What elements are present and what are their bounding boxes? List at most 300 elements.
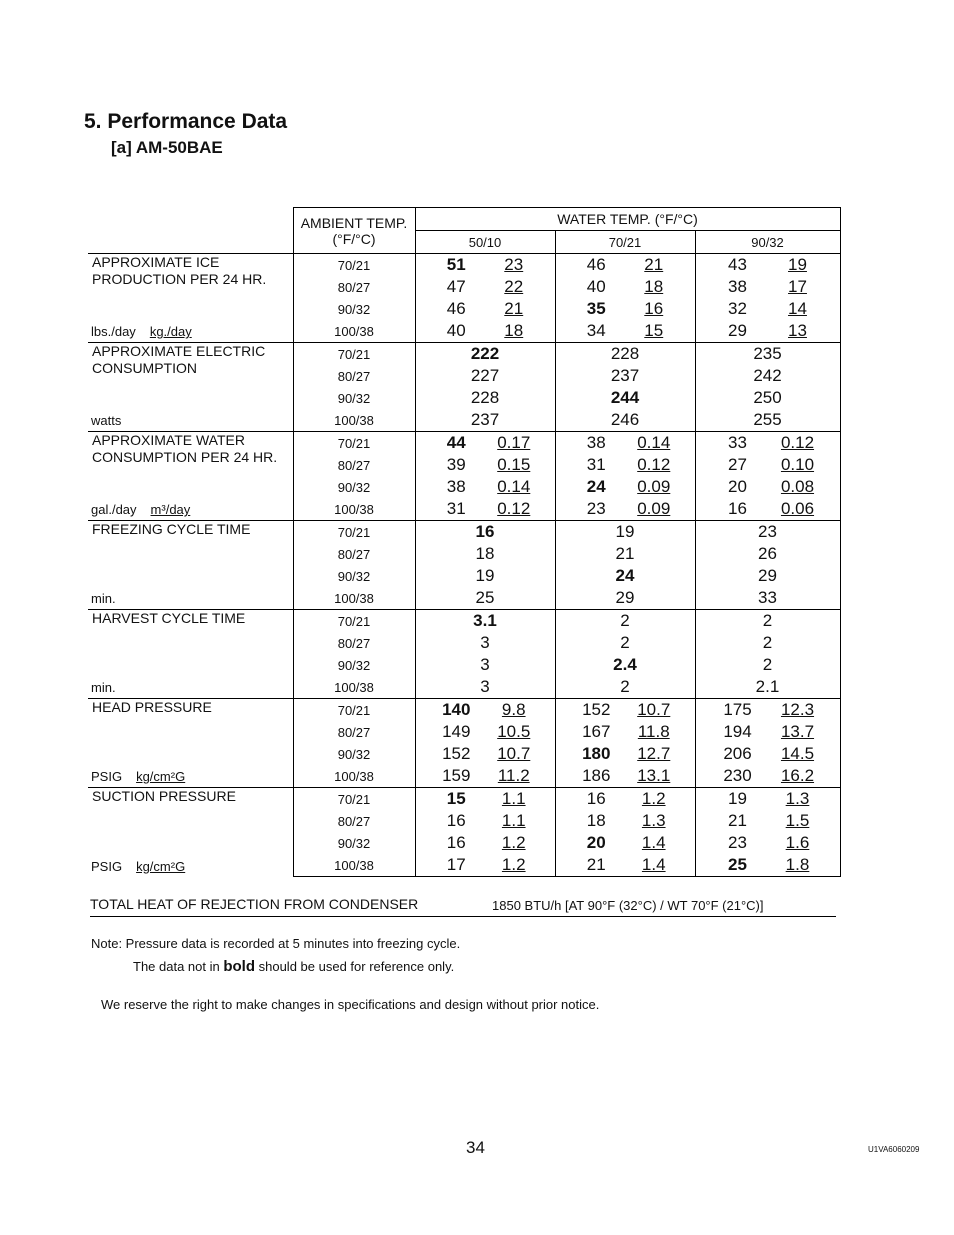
- row-group-label: [88, 254, 293, 343]
- value-pair: [696, 633, 840, 653]
- ambient-temp-cell: 70/21: [293, 610, 415, 633]
- heat-rejection-value: 1850 BTU/h [AT 90°F (32°C) / WT 70°F (21°C)]: [492, 898, 764, 913]
- value-pair: [556, 455, 695, 475]
- metric-value: 1.2: [501, 833, 526, 852]
- value-cell: [415, 476, 555, 498]
- metric-value: 19: [788, 255, 807, 274]
- value-cell: [415, 387, 555, 409]
- value-pair: [696, 789, 840, 809]
- metric-value: 10.5: [497, 722, 531, 741]
- metric-value: 17: [788, 277, 807, 296]
- value-cell: [415, 699, 555, 722]
- imperial-value: 21: [586, 855, 606, 874]
- value-cell: [415, 409, 555, 432]
- ambient-temp-cell: 80/27: [293, 721, 415, 743]
- imperial-value: 230: [723, 766, 752, 785]
- imperial-value: 20: [728, 477, 747, 496]
- value-cell: [695, 587, 840, 610]
- heat-rejection-row: [90, 896, 836, 917]
- value-pair: [696, 433, 840, 453]
- value-cell: [415, 610, 555, 633]
- section-title: 5. Performance Data: [84, 110, 288, 133]
- value-pair: [416, 366, 555, 386]
- ambient-temp-cell: 100/38: [293, 854, 415, 877]
- value-pair: [696, 388, 840, 408]
- value-pair: [416, 700, 555, 720]
- group-unit: [91, 768, 185, 785]
- water-temp-label: WATER TEMP. (°F/°C): [557, 211, 698, 227]
- value-pair: [696, 477, 840, 497]
- ambient-temp-cell: 100/38: [293, 320, 415, 343]
- ambient-temp-cell: 80/27: [293, 365, 415, 387]
- imperial-value: 16: [728, 499, 747, 518]
- heat-rejection-label: TOTAL HEAT OF REJECTION FROM CONDENSER: [90, 896, 419, 912]
- imperial-value: 237: [470, 410, 500, 429]
- imperial-value: 152: [582, 700, 611, 719]
- value-pair: [416, 677, 555, 697]
- metric-value: 1.4: [641, 833, 666, 852]
- value-cell: [415, 432, 555, 455]
- value-pair: [416, 499, 555, 519]
- imperial-value: 3: [480, 677, 490, 696]
- value-pair: [696, 366, 840, 386]
- metric-value: 0.09: [637, 477, 671, 496]
- group-label-text: APPROXIMATE ICE PRODUCTION PER 24 HR.: [92, 254, 267, 287]
- value-cell: [695, 320, 840, 343]
- metric-value: 0.09: [637, 499, 671, 518]
- imperial-value: 16: [446, 833, 466, 852]
- value-cell: [695, 654, 840, 676]
- imperial-value: 46: [586, 255, 606, 274]
- group-label-text: SUCTION PRESSURE: [92, 788, 236, 804]
- metric-value: 21: [504, 299, 524, 318]
- ambient-temp-cell: 90/32: [293, 832, 415, 854]
- value-cell: [415, 498, 555, 521]
- value-cell: [695, 454, 840, 476]
- value-pair: [416, 766, 555, 786]
- metric-value: 13.7: [780, 722, 815, 741]
- table-row: [88, 254, 840, 277]
- metric-value: 18: [504, 321, 524, 340]
- value-pair: [416, 277, 555, 297]
- metric-value: 22: [504, 277, 524, 296]
- value-pair: [556, 633, 695, 653]
- ambient-temp-cell: 70/21: [293, 254, 415, 277]
- value-pair: [556, 499, 695, 519]
- value-cell: [695, 699, 840, 722]
- imperial-value: 18: [586, 811, 606, 830]
- value-pair: [556, 766, 695, 786]
- value-pair: [696, 677, 840, 697]
- imperial-value: 235: [753, 344, 782, 363]
- imperial-value: 255: [753, 410, 782, 429]
- value-pair: [556, 855, 695, 875]
- value-cell: [555, 298, 695, 320]
- value-cell: [695, 254, 840, 277]
- imperial-value: 3: [480, 655, 490, 674]
- group-unit: [91, 590, 130, 607]
- metric-value: 0.08: [780, 477, 815, 496]
- imperial-value: 31: [586, 455, 606, 474]
- metric-value: 0.15: [497, 455, 531, 474]
- value-pair: [416, 633, 555, 653]
- value-cell: [555, 610, 695, 633]
- imperial-value: 2.1: [755, 677, 780, 696]
- ambient-temp-cell: 80/27: [293, 543, 415, 565]
- value-cell: [695, 810, 840, 832]
- value-cell: [555, 743, 695, 765]
- metric-value: 12.7: [637, 744, 671, 763]
- value-pair: [416, 566, 555, 586]
- imperial-value: 17: [446, 855, 466, 874]
- value-cell: [415, 565, 555, 587]
- imperial-value: 20: [586, 833, 606, 852]
- value-cell: [415, 254, 555, 277]
- imperial-value: 237: [610, 366, 640, 385]
- ambient-temp-cell: 80/27: [293, 632, 415, 654]
- table-row: [88, 343, 840, 366]
- metric-value: 16.2: [780, 766, 815, 785]
- metric-value: 9.8: [501, 700, 526, 719]
- value-cell: [415, 788, 555, 811]
- metric-value: 1.1: [501, 811, 526, 830]
- imperial-value: 242: [753, 366, 782, 385]
- value-cell: [555, 676, 695, 699]
- ambient-temp-cell: 90/32: [293, 387, 415, 409]
- ambient-temp-cell: 70/21: [293, 521, 415, 544]
- value-pair: [696, 455, 840, 475]
- group-label-text: HARVEST CYCLE TIME: [92, 610, 246, 626]
- metric-value: 14: [788, 299, 807, 318]
- value-cell: [555, 854, 695, 877]
- ambient-temp-cell: 100/38: [293, 409, 415, 432]
- ambient-temp-cell: 90/32: [293, 298, 415, 320]
- value-pair: [416, 611, 555, 631]
- ambient-temp-cell: 80/27: [293, 276, 415, 298]
- group-unit: [91, 412, 135, 429]
- unit-imperial: watts: [91, 413, 122, 428]
- ambient-temp-cell: 100/38: [293, 587, 415, 610]
- group-unit: [91, 679, 130, 696]
- value-cell: [415, 654, 555, 676]
- imperial-value: 206: [723, 744, 752, 763]
- value-pair: [696, 855, 840, 875]
- imperial-value: 31: [446, 499, 466, 518]
- value-cell: [415, 632, 555, 654]
- water-col-header: 50/10: [415, 231, 555, 254]
- value-pair: [416, 655, 555, 675]
- value-pair: [556, 522, 695, 542]
- value-pair: [416, 255, 555, 275]
- group-unit: [91, 501, 190, 518]
- value-cell: [415, 832, 555, 854]
- metric-value: 0.14: [637, 433, 671, 452]
- value-pair: [556, 677, 695, 697]
- imperial-value: 2: [762, 611, 773, 630]
- ambient-temp-cell: 90/32: [293, 654, 415, 676]
- group-label-text: HEAD PRESSURE: [92, 699, 212, 715]
- row-group-label: [88, 699, 293, 788]
- value-pair: [556, 611, 695, 631]
- metric-value: 13.1: [637, 766, 671, 785]
- value-cell: [415, 765, 555, 788]
- imperial-value: 27: [728, 455, 747, 474]
- value-cell: [415, 587, 555, 610]
- water-temp-header: [415, 208, 840, 231]
- value-pair: [556, 366, 695, 386]
- value-cell: [695, 765, 840, 788]
- note-line-1: Note: Pressure data is recorded at 5 minutes into freezing cycle.: [91, 936, 461, 951]
- imperial-value: 186: [582, 766, 611, 785]
- table-body: [88, 254, 840, 877]
- value-cell: [695, 498, 840, 521]
- imperial-value: 29: [615, 588, 635, 607]
- note-text: The data not in: [133, 959, 224, 974]
- metric-value: 1.2: [501, 855, 526, 874]
- metric-value: 21: [644, 255, 664, 274]
- imperial-value: 3: [480, 633, 490, 652]
- metric-value: 1.2: [641, 789, 666, 808]
- group-label-text: FREEZING CYCLE TIME: [92, 521, 251, 537]
- value-pair: [556, 700, 695, 720]
- metric-value: 1.8: [785, 855, 810, 874]
- value-cell: [555, 432, 695, 455]
- value-cell: [555, 320, 695, 343]
- unit-imperial: PSIG: [91, 858, 123, 874]
- value-cell: [695, 343, 840, 366]
- water-col-header: 70/21: [555, 231, 695, 254]
- metric-value: 0.12: [780, 433, 815, 452]
- imperial-value: 34: [586, 321, 606, 340]
- value-pair: [416, 789, 555, 809]
- metric-value: 0.12: [497, 499, 531, 518]
- value-cell: [695, 476, 840, 498]
- value-cell: [695, 676, 840, 699]
- ambient-temp-cell: 100/38: [293, 765, 415, 788]
- value-cell: [555, 699, 695, 722]
- value-pair: [556, 344, 695, 364]
- imperial-value: 19: [728, 789, 747, 808]
- imperial-value: 18: [475, 544, 495, 563]
- unit-metric: kg./day: [149, 324, 192, 339]
- unit-metric: kg/cm²G: [136, 769, 186, 784]
- group-unit: [91, 323, 192, 340]
- value-cell: [555, 543, 695, 565]
- value-pair: [556, 255, 695, 275]
- value-cell: [555, 365, 695, 387]
- value-pair: [416, 344, 555, 364]
- value-pair: [696, 410, 840, 430]
- imperial-value: 40: [586, 277, 606, 296]
- metric-value: 13: [788, 321, 807, 340]
- imperial-value: 44: [446, 433, 466, 452]
- value-cell: [695, 632, 840, 654]
- ambient-temp-cell: 100/38: [293, 498, 415, 521]
- value-cell: [695, 610, 840, 633]
- ambient-temp-cell: 90/32: [293, 743, 415, 765]
- imperial-value: 33: [758, 588, 777, 607]
- value-pair: [416, 388, 555, 408]
- value-pair: [556, 321, 695, 341]
- imperial-value: 244: [610, 388, 640, 407]
- value-pair: [696, 655, 840, 675]
- ambient-temp-header: [293, 208, 415, 254]
- imperial-value: 167: [582, 722, 611, 741]
- value-cell: [695, 832, 840, 854]
- value-pair: [696, 255, 840, 275]
- value-cell: [695, 409, 840, 432]
- table-row: [88, 521, 840, 544]
- imperial-value: 222: [470, 344, 500, 363]
- ambient-temp-cell: 80/27: [293, 454, 415, 476]
- value-pair: [416, 477, 555, 497]
- value-cell: [555, 276, 695, 298]
- row-group-label: [88, 521, 293, 610]
- value-pair: [416, 833, 555, 853]
- imperial-value: 38: [446, 477, 466, 496]
- value-pair: [696, 588, 840, 608]
- value-pair: [416, 433, 555, 453]
- metric-value: 1.6: [785, 833, 810, 852]
- value-pair: [696, 833, 840, 853]
- value-pair: [556, 566, 695, 586]
- imperial-value: 21: [728, 811, 747, 830]
- unit-imperial: lbs./day: [91, 324, 136, 339]
- value-cell: [415, 676, 555, 699]
- value-pair: [556, 277, 695, 297]
- value-cell: [695, 365, 840, 387]
- value-cell: [555, 721, 695, 743]
- metric-value: 11.2: [497, 766, 530, 785]
- ambient-temp-cell: 70/21: [293, 432, 415, 455]
- value-pair: [556, 477, 695, 497]
- imperial-value: 23: [758, 522, 777, 541]
- metric-value: 1.1: [501, 789, 526, 808]
- value-pair: [416, 410, 555, 430]
- performance-table: [88, 207, 841, 877]
- group-label-text: APPROXIMATE WATER CONSUMPTION PER 24 HR.: [92, 432, 278, 465]
- imperial-value: 159: [442, 766, 471, 785]
- imperial-value: 15: [446, 789, 466, 808]
- value-cell: [415, 343, 555, 366]
- value-pair: [696, 499, 840, 519]
- value-pair: [696, 544, 840, 564]
- value-pair: [556, 433, 695, 453]
- value-pair: [556, 299, 695, 319]
- imperial-value: 19: [615, 522, 635, 541]
- metric-value: 15: [644, 321, 664, 340]
- imperial-value: 152: [442, 744, 471, 763]
- imperial-value: 26: [758, 544, 777, 563]
- value-cell: [695, 565, 840, 587]
- imperial-value: 23: [728, 833, 747, 852]
- table-row: [88, 432, 840, 455]
- imperial-value: 194: [723, 722, 752, 741]
- value-cell: [555, 454, 695, 476]
- ambient-temp-label: AMBIENT TEMP. (°F/°C): [300, 214, 408, 247]
- table-row: [88, 699, 840, 722]
- value-pair: [556, 388, 695, 408]
- value-pair: [556, 410, 695, 430]
- unit-imperial: min.: [91, 591, 116, 606]
- imperial-value: 140: [442, 700, 471, 719]
- value-cell: [415, 854, 555, 877]
- imperial-value: 39: [446, 455, 466, 474]
- imperial-value: 23: [586, 499, 606, 518]
- imperial-value: 16: [475, 522, 495, 541]
- metric-value: 10.7: [637, 700, 671, 719]
- value-pair: [416, 299, 555, 319]
- value-cell: [555, 343, 695, 366]
- value-pair: [556, 811, 695, 831]
- value-pair: [696, 811, 840, 831]
- group-label-text: APPROXIMATE ELECTRIC CONSUMPTION: [92, 343, 266, 376]
- value-pair: [696, 611, 840, 631]
- value-pair: [696, 722, 840, 742]
- value-pair: [416, 744, 555, 764]
- value-pair: [696, 344, 840, 364]
- value-cell: [415, 543, 555, 565]
- reserve-notice: We reserve the right to make changes in specifications and design without prior notice.: [101, 997, 600, 1012]
- imperial-value: 3.1: [473, 611, 497, 630]
- value-pair: [416, 811, 555, 831]
- value-cell: [555, 765, 695, 788]
- imperial-value: 16: [586, 789, 606, 808]
- value-pair: [696, 321, 840, 341]
- value-pair: [696, 277, 840, 297]
- value-pair: [556, 744, 695, 764]
- metric-value: 1.3: [785, 789, 810, 808]
- metric-value: 11.8: [637, 722, 670, 741]
- metric-value: 1.3: [641, 811, 666, 830]
- value-cell: [415, 320, 555, 343]
- value-cell: [555, 476, 695, 498]
- value-pair: [416, 522, 555, 542]
- ambient-temp-cell: 90/32: [293, 565, 415, 587]
- value-cell: [415, 276, 555, 298]
- metric-value: 0.06: [780, 499, 815, 518]
- imperial-value: 19: [475, 566, 495, 585]
- value-pair: [696, 566, 840, 586]
- metric-value: 0.10: [780, 455, 815, 474]
- imperial-value: 24: [615, 566, 635, 585]
- ambient-temp-cell: 100/38: [293, 676, 415, 699]
- value-pair: [556, 588, 695, 608]
- row-group-label: [88, 788, 293, 877]
- value-pair: [556, 833, 695, 853]
- imperial-value: 2: [620, 633, 630, 652]
- unit-imperial: min.: [91, 680, 116, 695]
- table-row: [88, 788, 840, 811]
- metric-value: 0.12: [637, 455, 671, 474]
- value-pair: [416, 588, 555, 608]
- imperial-value: 2: [620, 677, 630, 696]
- value-pair: [556, 722, 695, 742]
- value-cell: [415, 743, 555, 765]
- value-cell: [695, 387, 840, 409]
- imperial-value: 228: [610, 344, 640, 363]
- imperial-value: 43: [728, 255, 747, 274]
- unit-metric: kg/cm²G: [136, 858, 186, 874]
- model-subtitle: [a] AM-50BAE: [111, 138, 223, 157]
- imperial-value: 38: [586, 433, 606, 452]
- imperial-value: 47: [446, 277, 466, 296]
- ambient-temp-cell: 90/32: [293, 476, 415, 498]
- ambient-temp-cell: 70/21: [293, 788, 415, 811]
- unit-imperial: gal./day: [91, 502, 137, 517]
- value-pair: [416, 855, 555, 875]
- value-cell: [695, 854, 840, 877]
